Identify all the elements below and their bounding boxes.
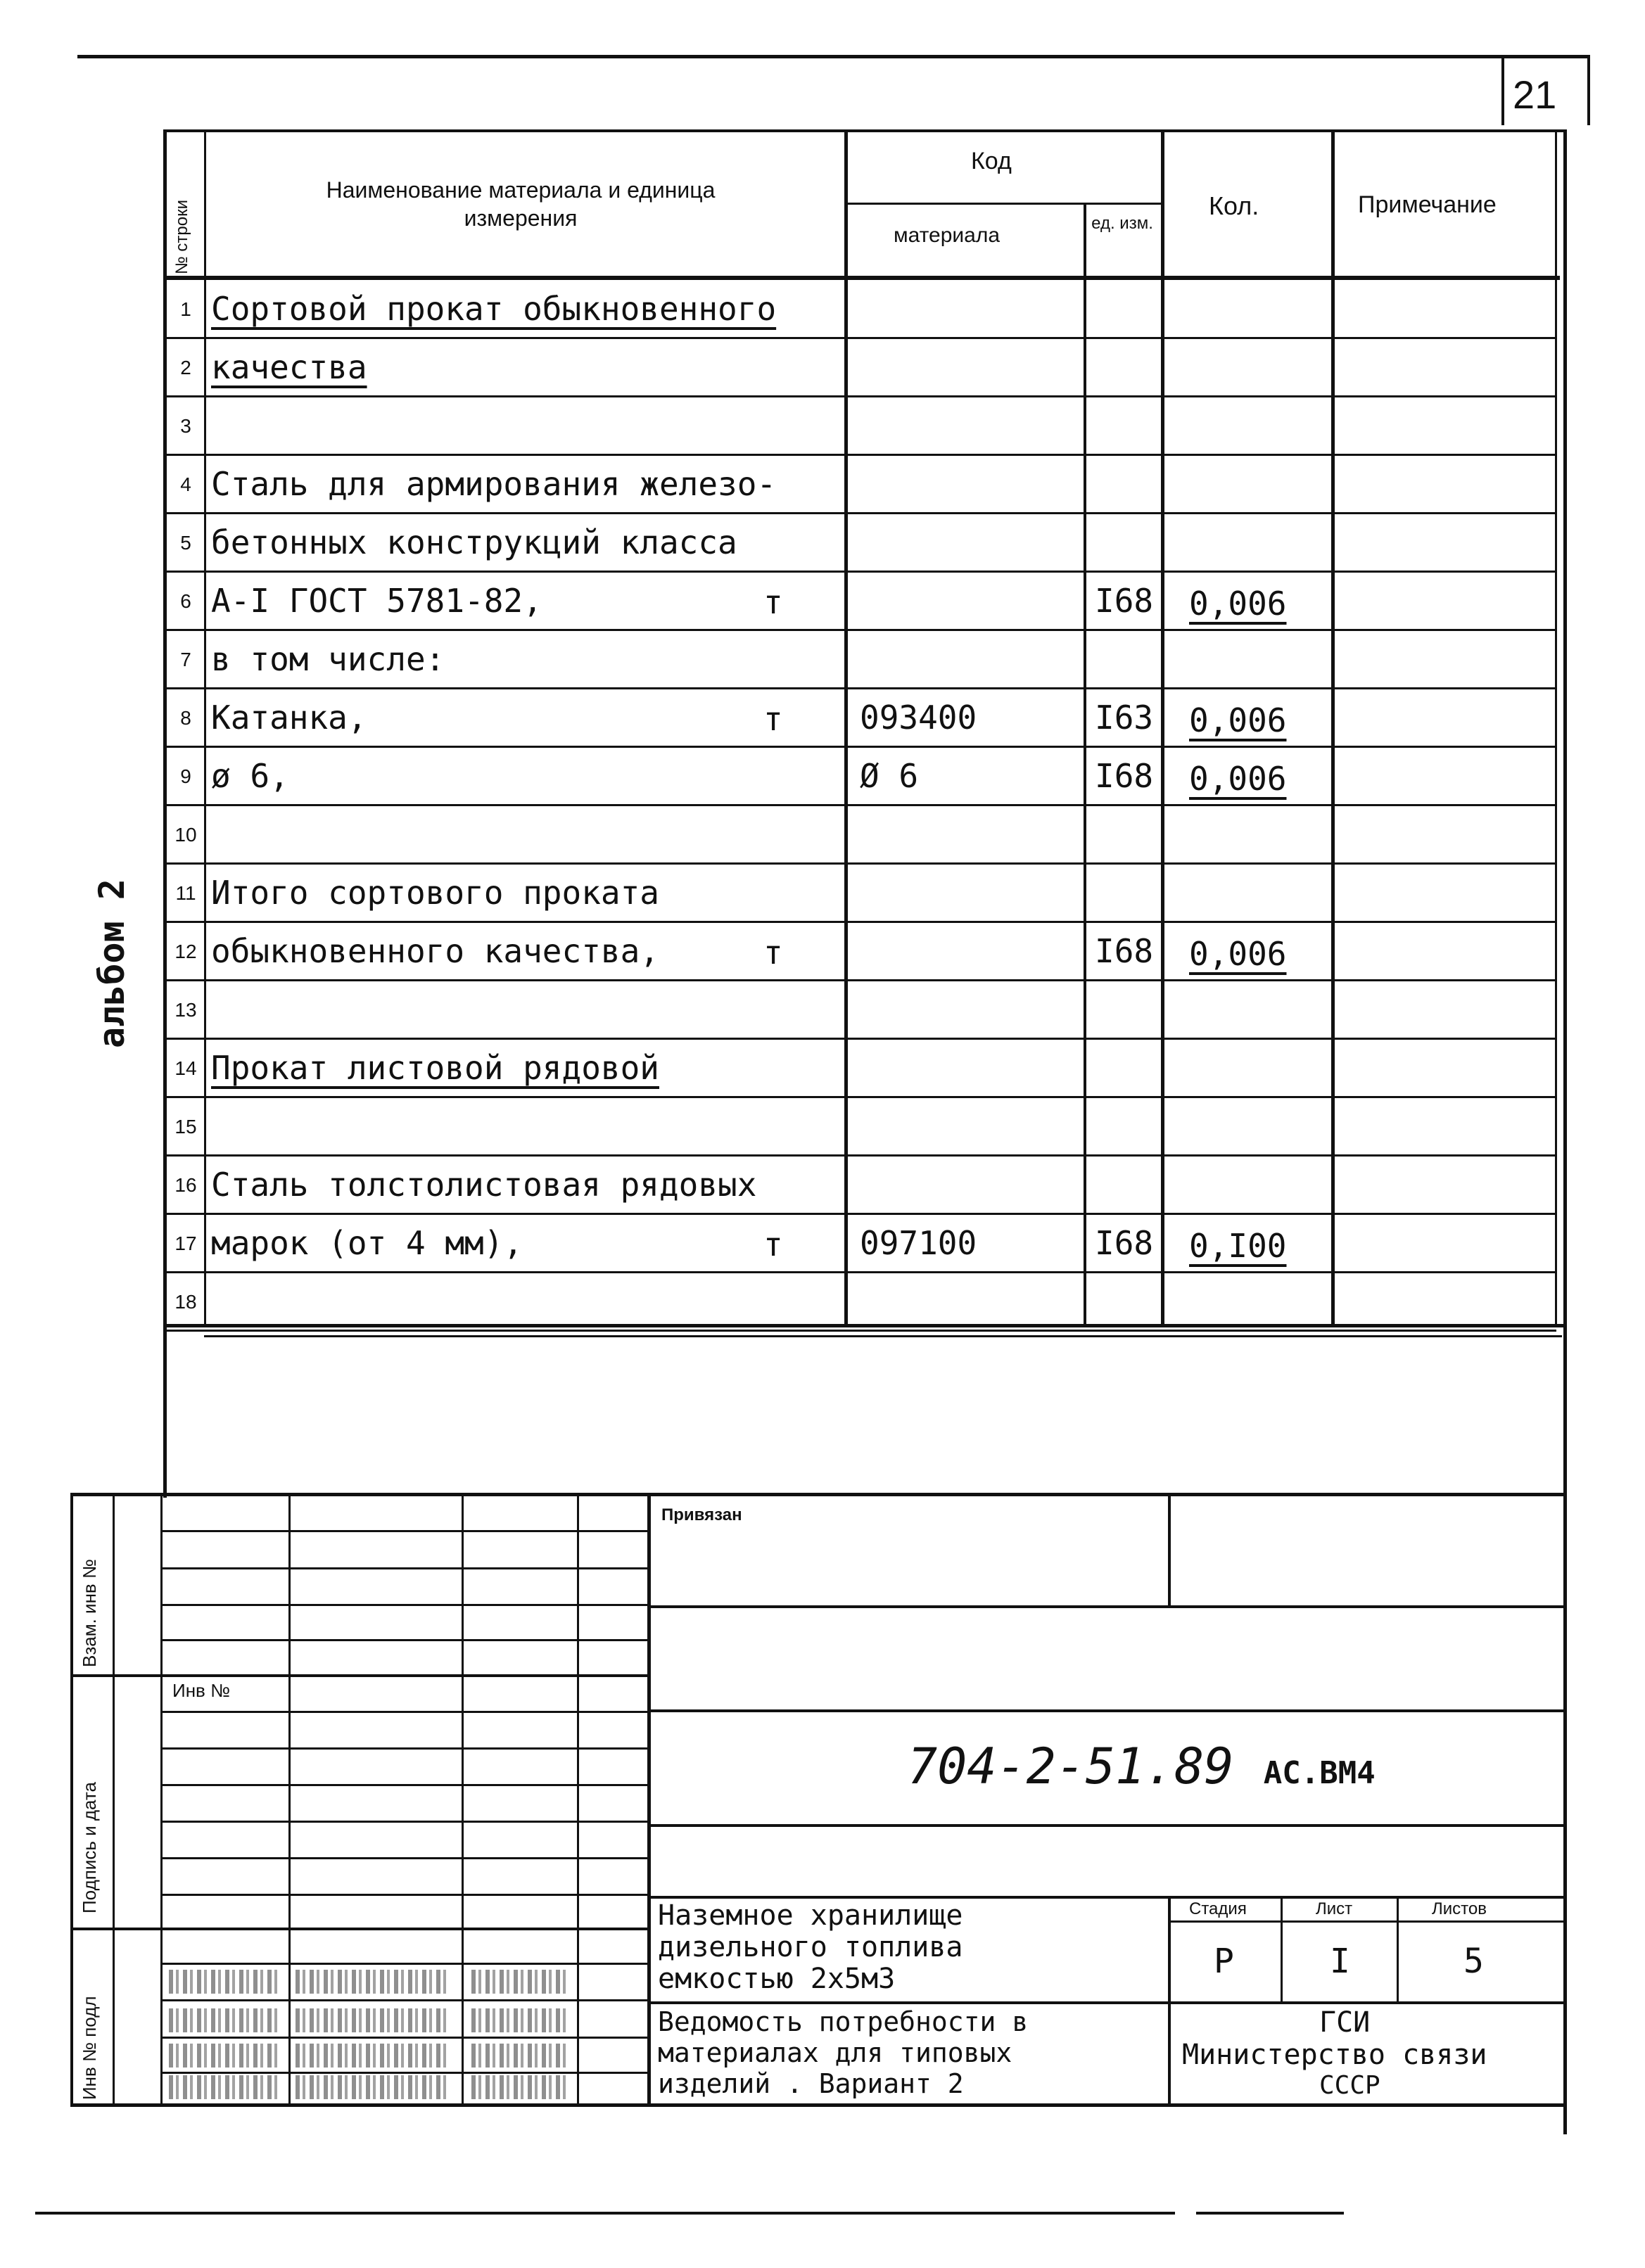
row-unit-code: I68 xyxy=(1095,582,1154,620)
stamp-h-5 xyxy=(1168,1920,1565,1923)
stamp-grid-line xyxy=(160,2072,647,2074)
row-number: 2 xyxy=(180,357,191,378)
signature-scribble xyxy=(296,2008,450,2032)
col-qty-left xyxy=(1161,129,1164,1325)
row-material-code: Ø 6 xyxy=(860,757,919,795)
frame-right-inner xyxy=(1555,129,1557,1325)
row-name: в том числе: xyxy=(211,640,445,678)
row-number: 8 xyxy=(180,707,191,729)
row-separator xyxy=(166,746,1556,748)
frame-left xyxy=(163,129,167,1498)
sheet-number-box-right xyxy=(1587,55,1590,125)
sheet-value: I xyxy=(1330,1942,1350,1981)
row-number: 11 xyxy=(175,882,196,904)
table-bottom-rule xyxy=(204,1335,1562,1337)
row-name: качества xyxy=(211,348,367,386)
doc-code-suffix: АС.ВМ4 xyxy=(1263,1755,1376,1791)
stamp-left-outer xyxy=(70,1493,73,2105)
stamp-stage-split xyxy=(1281,1896,1283,2001)
col-unit-left xyxy=(1084,204,1086,1325)
subtitle-line-3: изделий . Вариант 2 xyxy=(658,2068,964,2099)
stamp-grid-line xyxy=(160,1857,647,1859)
stamp-h-1 xyxy=(647,1605,1565,1608)
row-name: А-I ГОСТ 5781-82, xyxy=(211,582,542,620)
col-note-left xyxy=(1331,129,1335,1325)
stamp-grid-line xyxy=(160,1821,647,1823)
sheet-label: Лист xyxy=(1316,1899,1353,1918)
row-separator xyxy=(166,395,1556,397)
stamp-h-6 xyxy=(647,2001,1565,2004)
stamp-h-3 xyxy=(647,1824,1565,1827)
sheets-label: Листов xyxy=(1432,1899,1487,1918)
row-quantity: 0,006 xyxy=(1189,585,1287,623)
header-row-no: № строки xyxy=(172,199,191,274)
row-unit-mark: т xyxy=(763,583,783,621)
row-name: Катанка, xyxy=(211,699,367,737)
table-top-line xyxy=(163,129,1563,132)
subtitle-line-1: Ведомость потребности в xyxy=(658,2006,1029,2037)
row-unit-code: I68 xyxy=(1095,932,1154,970)
stamp-sheet-split xyxy=(1397,1896,1399,2001)
signature-scribble xyxy=(296,2075,450,2099)
signature-scribble xyxy=(169,2044,281,2068)
row-separator xyxy=(166,1038,1556,1040)
org-line-2: Министерство связи xyxy=(1182,2039,1487,2071)
signature-scribble xyxy=(296,1970,450,1994)
top-border xyxy=(77,55,1590,58)
row-material-code: 097100 xyxy=(860,1224,977,1262)
bound-label: Привязан xyxy=(661,1505,742,1524)
signature-scribble xyxy=(169,1970,281,1994)
stamp-grid-line xyxy=(160,1711,647,1713)
doc-code-number: 704-2-51.89 xyxy=(908,1738,1234,1795)
sheet-number-box-left xyxy=(1501,55,1504,125)
row-quantity: 0,006 xyxy=(1189,701,1287,739)
header-qty: Кол. xyxy=(1209,191,1259,220)
row-number: 18 xyxy=(174,1291,197,1313)
header-code-split xyxy=(844,203,1164,205)
inv-no-label: Инв № xyxy=(172,1680,230,1701)
stamp-bottom-line xyxy=(70,2103,1565,2107)
row-separator xyxy=(166,454,1556,456)
signature-scribble xyxy=(169,2075,281,2099)
row-separator xyxy=(166,337,1556,339)
col-code-left xyxy=(844,129,848,1325)
row-unit-mark: т xyxy=(763,700,783,738)
row-name: Сталь для армирования железо- xyxy=(211,465,777,503)
row-separator xyxy=(166,979,1556,981)
stage-label: Стадия xyxy=(1189,1899,1247,1918)
page-bottom-rule-short xyxy=(1196,2212,1344,2215)
signature-scribble xyxy=(471,2044,570,2068)
stamp-grid-line xyxy=(160,1894,647,1896)
stamp-split-mid xyxy=(70,1674,649,1677)
row-separator xyxy=(166,629,1556,631)
stamp-top-line xyxy=(70,1493,1565,1496)
stamp-grid-line xyxy=(160,2037,647,2039)
row-number: 3 xyxy=(180,415,191,437)
row-number: 13 xyxy=(174,999,197,1021)
stamp-col-2 xyxy=(288,1493,291,2105)
org-line-1: ГСИ xyxy=(1319,2006,1371,2039)
stamp-h-4 xyxy=(647,1896,1565,1899)
row-separator xyxy=(166,804,1556,806)
stamp-grid-line xyxy=(160,1963,647,1965)
title-line-2: дизельного топлива xyxy=(658,1931,963,1963)
row-name: Прокат листовой рядовой xyxy=(211,1049,659,1087)
row-number: 12 xyxy=(174,941,197,962)
row-separator xyxy=(166,862,1556,865)
row-separator xyxy=(166,1271,1556,1273)
row-separator xyxy=(166,1154,1556,1157)
row-number: 9 xyxy=(180,765,191,787)
row-separator xyxy=(166,1330,1556,1332)
header-bottom xyxy=(163,276,1560,280)
side-label-replace: Взам. инв № xyxy=(79,1559,100,1667)
signature-scribble xyxy=(471,2008,570,2032)
sheets-value: 5 xyxy=(1463,1942,1484,1981)
row-quantity: 0,006 xyxy=(1189,760,1287,798)
header-name: Наименование материала и единица измерения xyxy=(326,177,716,231)
frame-right-outer xyxy=(1563,129,1567,2134)
row-separator xyxy=(166,921,1556,923)
row-name: Сортовой прокат обыкновенного xyxy=(211,290,777,328)
stamp-h-2 xyxy=(647,1709,1565,1712)
title-line-1: Наземное хранилище xyxy=(658,1899,963,1932)
signature-scribble xyxy=(471,2075,570,2099)
stamp-right-split xyxy=(1168,1896,1171,2105)
col-name-left xyxy=(204,129,206,1325)
row-separator xyxy=(166,1096,1556,1098)
header-material: материала xyxy=(894,224,1001,247)
signature-scribble xyxy=(169,2008,281,2032)
row-quantity: 0,006 xyxy=(1189,935,1287,973)
stage-value: Р xyxy=(1214,1942,1234,1981)
row-quantity: 0,I00 xyxy=(1189,1227,1287,1265)
signature-scribble xyxy=(296,2044,450,2068)
org-line-3: СССР xyxy=(1319,2071,1380,2100)
row-name: Итого сортового проката xyxy=(211,874,659,912)
stamp-bound-split xyxy=(1168,1493,1171,1605)
stamp-split-low xyxy=(70,1928,649,1930)
row-separator xyxy=(166,512,1556,514)
row-number: 7 xyxy=(180,649,191,670)
stamp-grid-line xyxy=(160,1567,647,1569)
row-number: 1 xyxy=(180,298,191,320)
album-label: альбом 2 xyxy=(91,879,132,1048)
page-bottom-rule xyxy=(35,2212,1175,2215)
row-number: 5 xyxy=(180,532,191,554)
row-name: марок (от 4 мм), xyxy=(211,1224,523,1262)
row-separator xyxy=(166,571,1556,573)
row-name: ø 6, xyxy=(211,757,289,795)
row-unit-mark: т xyxy=(763,934,783,971)
doc-code xyxy=(908,1738,1376,1795)
row-number: 6 xyxy=(180,590,191,612)
row-separator xyxy=(166,687,1556,689)
header-code: Код xyxy=(971,148,1012,174)
row-unit-code: I68 xyxy=(1095,757,1154,795)
stamp-grid-line xyxy=(160,1784,647,1786)
title-line-3: емкостью 2х5м3 xyxy=(658,1963,896,1995)
row-number: 14 xyxy=(174,1057,197,1079)
stamp-grid-line xyxy=(160,1747,647,1750)
subtitle-line-2: материалах для типовых xyxy=(658,2037,1012,2068)
sheet-number: 21 xyxy=(1513,72,1557,117)
header-unit: ед. изм. xyxy=(1091,214,1153,233)
stamp-grid-line xyxy=(160,1530,647,1532)
header-note: Примечание xyxy=(1358,191,1497,218)
stamp-grid-line xyxy=(160,1999,647,2001)
stamp-col-5 xyxy=(647,1493,651,2105)
stamp-col-4 xyxy=(577,1493,579,2105)
row-unit-mark: т xyxy=(763,1225,783,1263)
row-unit-code: I68 xyxy=(1095,1224,1154,1262)
stamp-grid-line xyxy=(160,1604,647,1606)
stamp-col-3 xyxy=(462,1493,464,2105)
row-separator xyxy=(166,1213,1556,1215)
stamp-left-inner xyxy=(113,1493,115,2105)
row-material-code: 093400 xyxy=(860,699,977,737)
stamp-grid-line xyxy=(160,1639,647,1641)
row-number: 4 xyxy=(180,473,191,495)
row-name: бетонных конструкций класса xyxy=(211,523,737,561)
table-bottom xyxy=(163,1324,1567,1327)
signature-scribble xyxy=(471,1970,570,1994)
stamp-col-1 xyxy=(160,1493,163,2105)
side-label-inventory: Инв № подл xyxy=(79,1996,100,2100)
row-number: 10 xyxy=(174,824,197,846)
row-unit-code: I63 xyxy=(1095,699,1154,737)
row-name: обыкновенного качества, xyxy=(211,932,659,970)
row-number: 17 xyxy=(174,1232,197,1254)
side-label-signature: Подпись и дата xyxy=(79,1781,100,1913)
row-number: 16 xyxy=(174,1174,197,1196)
row-number: 15 xyxy=(174,1116,197,1138)
row-name: Сталь толстолистовая рядовых xyxy=(211,1166,757,1204)
